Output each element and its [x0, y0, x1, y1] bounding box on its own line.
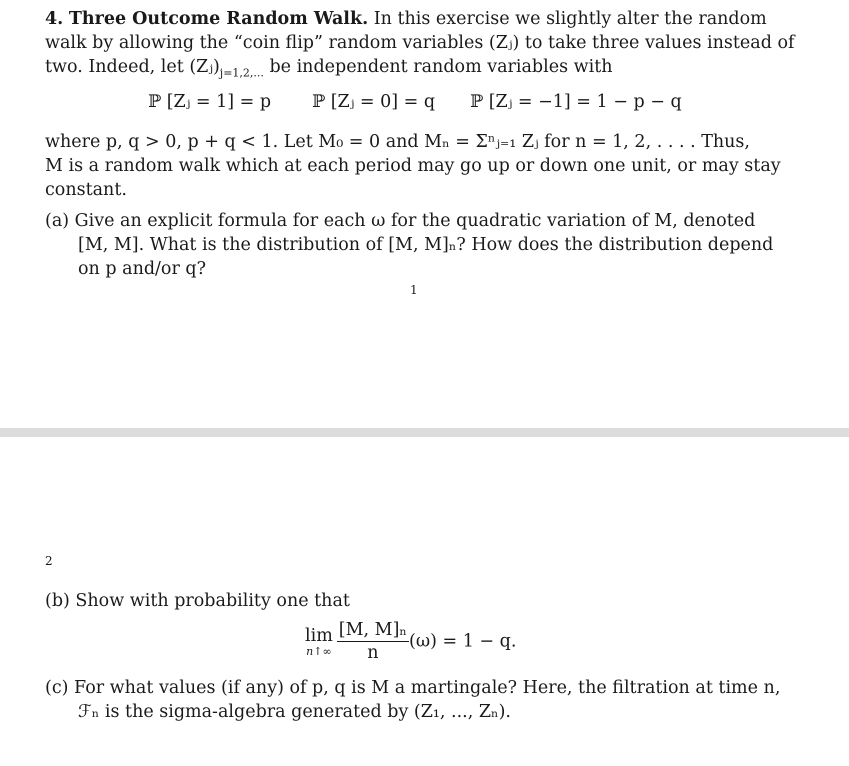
part-a-line-2: [M, M]. What is the distribution of [M, M]ₙ? How does the distribution depend [78, 235, 774, 255]
fraction-denominator: n [367, 643, 379, 663]
page-number-2: 2 [45, 554, 53, 568]
prob-formula-3: ℙ [Zⱼ = −1] = 1 − p − q [470, 92, 682, 112]
where-line-3: constant. [45, 180, 127, 200]
intro-subscript: j=1,2,... [219, 66, 264, 80]
fraction-numerator: [M, M]ₙ [338, 620, 407, 640]
intro-line-1 [45, 7, 785, 31]
limit-formula [305, 619, 516, 664]
fraction [337, 619, 409, 664]
lim-word: lim [305, 625, 333, 646]
part-b [45, 589, 785, 613]
part-a-line-1: (a) Give an explicit formula for each ω for the quadratic variation of M, denoted [45, 211, 756, 231]
page-separator [0, 428, 849, 437]
intro-line-3 [45, 55, 785, 79]
limit-operator [305, 626, 333, 658]
where-line-1: where p, q > 0, p + q < 1. Let M₀ = 0 and Mₙ = Σⁿⱼ₌₁ Zⱼ for n = 1, 2, . . . . Thus, [45, 132, 750, 152]
prob-formula-1: ℙ [Zⱼ = 1] = p [148, 92, 272, 112]
intro-line-2: walk by allowing the “coin flip” random variables (Zⱼ) to take three values instead of [45, 33, 795, 53]
part-a-line-3: on p and/or q? [78, 259, 206, 279]
problem-title: Three Outcome Random Walk. [68, 9, 369, 29]
intro-text-3a: two. Indeed, let (Zⱼ) [45, 57, 220, 77]
part-c-line-2: ℱₙ is the sigma-algebra generated by (Z₁, ..., Zₙ). [78, 702, 511, 722]
intro-text-3b: be independent random variables with [263, 57, 613, 77]
part-c [45, 676, 785, 724]
lim-subscript: n↑∞ [306, 644, 332, 658]
where-line-2: M is a random walk which at each period may go up or down one unit, or may stay [45, 156, 781, 176]
where-paragraph [45, 130, 785, 202]
part-c-line-1: (c) For what values (if any) of p, q is M a martingale? Here, the filtration at time n, [45, 678, 781, 698]
intro-text-1: In this exercise we slightly alter the random [368, 9, 767, 29]
page-2 [0, 437, 849, 766]
prob-formula-2: ℙ [Zⱼ = 0] = q [312, 92, 436, 112]
problem-number: 4. [45, 9, 64, 29]
part-b-line-1: (b) Show with probability one that [45, 591, 350, 611]
problem-intro [45, 7, 795, 80]
limit-rhs: (ω) = 1 − q. [409, 631, 517, 652]
part-a [45, 209, 785, 281]
page-number-1: 1 [410, 283, 418, 297]
